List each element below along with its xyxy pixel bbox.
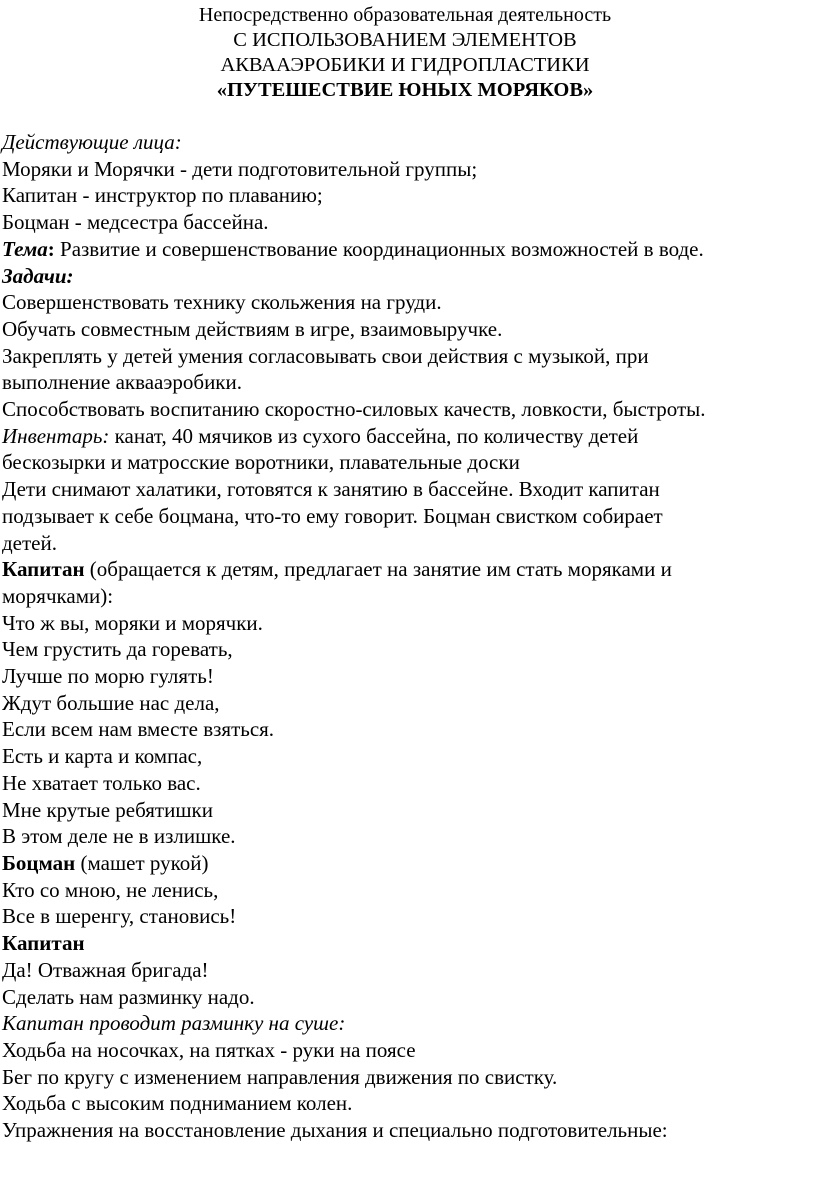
title-line-3: АКВААЭРОБИКИ И ГИДРОПЛАСТИКИ xyxy=(220,54,590,76)
speaker-captain-2: Капитан xyxy=(2,931,85,956)
warmup-line: Ходьба с высоким подниманием колен. xyxy=(2,1091,353,1116)
captain-direction-line-2: морячками): xyxy=(2,583,114,608)
verse-line: Если всем нам вместе взяться. xyxy=(2,717,275,742)
inventory-text: канат, 40 мячиков из сухого бассейна, по количеству детей xyxy=(109,423,639,448)
verse-line: Кто со мною, не ленись, xyxy=(2,877,219,902)
title-line-1: Непосредственно образовательная деятельность xyxy=(198,4,612,26)
verse-line: Не хватает только вас. xyxy=(2,770,201,795)
title-line-4: «ПУТЕШЕСТВИЕ ЮНЫХ МОРЯКОВ» xyxy=(216,79,594,101)
captain-direction-line xyxy=(2,556,816,583)
intro-line: подзывает к себе боцмана, что-то ему говорит. Боцман свистком собирает xyxy=(2,503,663,528)
verse-line: Ждут большие нас дела, xyxy=(2,690,220,715)
verse-line: Да! Отважная бригада! xyxy=(2,957,209,982)
verse-line: В этом деле не в излишке. xyxy=(2,824,236,849)
task-line: Обучать совместным действиям в игре, взаимовыручке. xyxy=(2,316,503,341)
verse-line: Есть и карта и компас, xyxy=(2,744,203,769)
verse-line: Что ж вы, моряки и морячки. xyxy=(2,610,263,635)
inventory-line-2: бескозырки и матросские воротники, плавательные доски xyxy=(2,450,520,475)
document-body xyxy=(2,129,816,1144)
task-line: Способствовать воспитанию скоростно-силовых качеств, ловкости, быстроты. xyxy=(2,397,706,422)
theme-label: Тема xyxy=(2,236,48,261)
intro-line: детей. xyxy=(2,530,57,555)
inventory-label: Инвентарь: xyxy=(2,423,110,448)
characters-heading: Действующие лица: xyxy=(2,130,182,154)
intro-line: Дети снимают халатики, готовятся к занятию в бассейне. Входит капитан xyxy=(2,477,660,502)
warmup-line: Бег по кругу с изменением направления движения по свистку. xyxy=(2,1064,558,1089)
task-line: Закреплять у детей умения согласовывать свои действия с музыкой, при xyxy=(2,343,649,368)
theme-colon: : xyxy=(47,236,55,261)
speaker-captain: Капитан xyxy=(2,557,85,582)
theme-text: Развитие и совершенствование координационных возможностей в воде. xyxy=(54,236,704,261)
verse-line: Мне крутые ребятишки xyxy=(2,797,213,822)
character-line: Моряки и Морячки - дети подготовительной группы; xyxy=(2,156,478,181)
warmup-line: Ходьба на носочках, на пятках - руки на поясе xyxy=(2,1037,416,1062)
verse-line: Все в шеренгу, становись! xyxy=(2,904,237,929)
verse-line: Сделать нам разминку надо. xyxy=(2,984,255,1009)
captain-direction: (обращается к детям, предлагает на занятие им стать моряками и xyxy=(84,557,672,582)
warmup-heading: Капитан проводит разминку на суше: xyxy=(2,1011,346,1036)
task-line: выполнение аквааэробики. xyxy=(2,370,243,395)
character-line: Боцман - медсестра бассейна. xyxy=(2,210,269,235)
warmup-line: Упражнения на восстановление дыхания и специально подготовительные: xyxy=(2,1118,668,1143)
document-title xyxy=(0,3,816,103)
tasks-heading: Задачи: xyxy=(2,263,74,288)
speaker-boatswain: Боцман xyxy=(2,850,76,875)
task-line: Совершенствовать технику скольжения на груди. xyxy=(2,290,442,315)
verse-line: Лучше по морю гулять! xyxy=(2,664,214,689)
character-line: Капитан - инструктор по плаванию; xyxy=(2,183,323,208)
inventory-line xyxy=(2,423,816,450)
title-line-2: С ИСПОЛЬЗОВАНИЕМ ЭЛЕМЕНТОВ xyxy=(233,29,577,51)
boatswain-line xyxy=(2,850,816,877)
boatswain-direction: (машет рукой) xyxy=(75,850,209,875)
verse-line: Чем грустить да горевать, xyxy=(2,637,233,662)
theme-line xyxy=(2,236,816,263)
